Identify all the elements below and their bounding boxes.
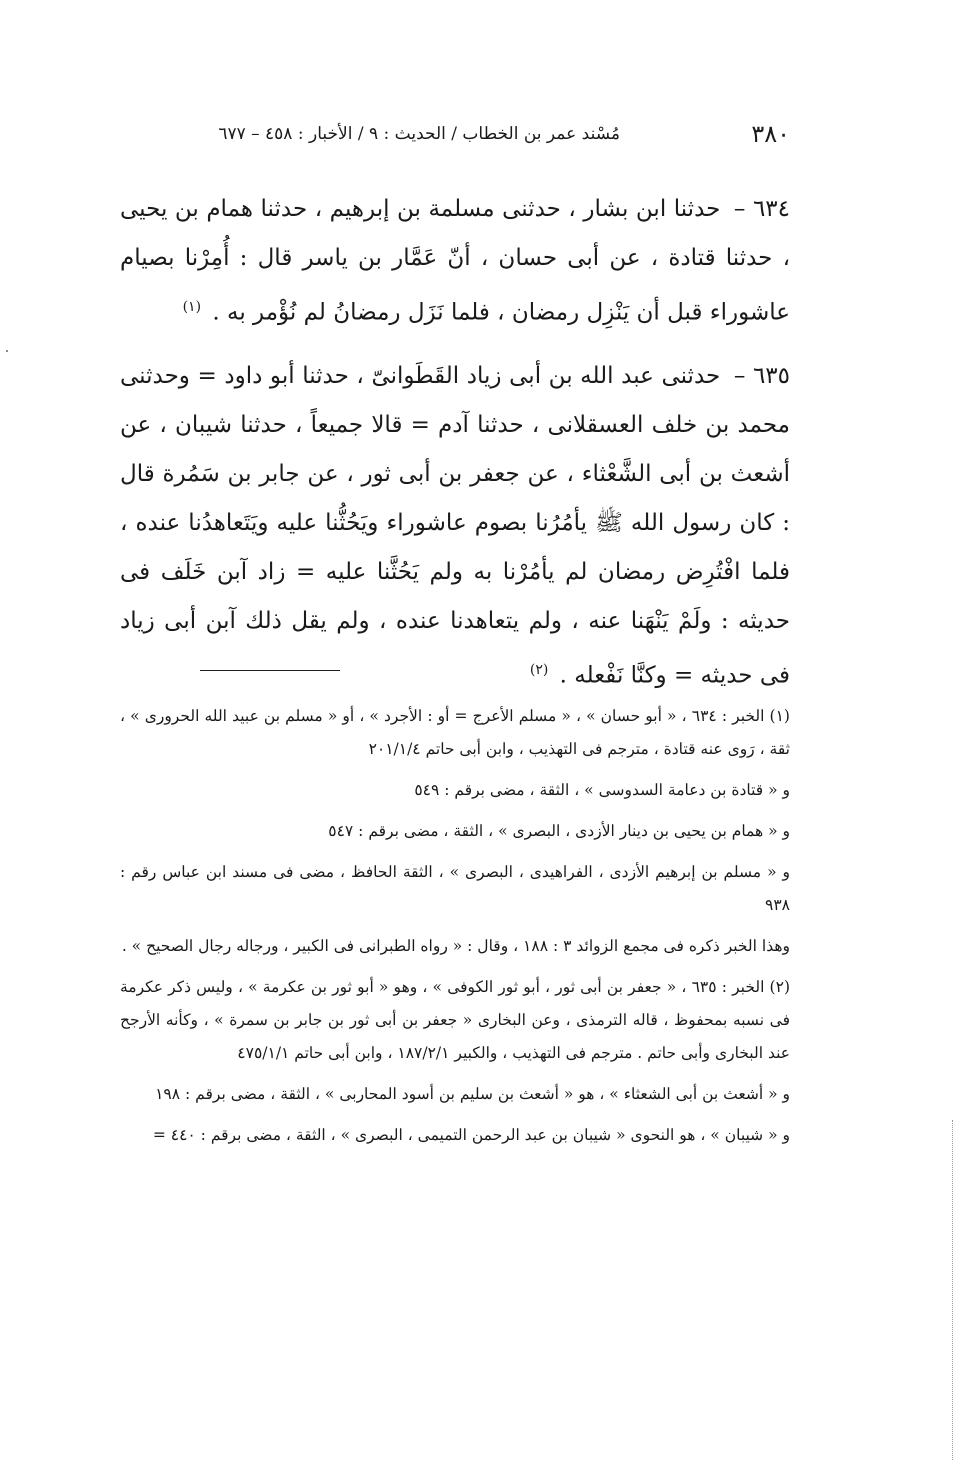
footnote-line: وهذا الخبر ذكره فى مجمع الزوائد ٣ : ١٨٨ ، وقال : « رواه الطبرانى فى الكبير ، ورجاله رجال الصحيح » . — [121, 937, 790, 955]
scan-speck — [6, 350, 8, 352]
hadith-text: حدثنى عبد الله بن أبى زياد القَطَوانىّ ، حدثنا أبو داود = وحدثنى محمد بن خلف العسقلانى ، حدثنا آدم = قالا جميعاً ، حدثنا شيبان ، عن أشعث بن أبى الشَّعْثاء ، عن جعفر بن أبى ثور ، عن جابر بن سَمُرة قال : كان رسول الله ﷺ يأمُرُنا بصوم عاشوراء ويَحُثُّنا عليه ويَتَعاهدُنا عنده ، فلما افْتُرِض رمضان لم يأمُرْنا به ولم يَحُثَّنا عليه = زاد آبن خَلَف فى حديثه : ولَمْ يَنْهَنا عنه ، ولم يتعاهدنا عنده ، ولم يقل ذلك آبن أبى زياد فى حديثه = وكنَّا نَفْعله . — [120, 362, 790, 689]
hadith-634 — [120, 185, 790, 338]
footnote-ref: (١) — [182, 299, 202, 315]
hadith-number: ٦٣٥ – — [733, 362, 790, 389]
footnote-line: و « همام بن يحيى بن دينار الأزدى ، البصرى » ، الثقة ، مضى برقم : ٥٤٧ — [328, 822, 790, 840]
main-text — [120, 185, 790, 714]
running-head — [120, 120, 790, 152]
footnote-1: (١) الخبر : ٦٣٤ ، « أبو حسان » ، « مسلم الأعرج = أو : الأجرد » ، أو « مسلم بن عبيد الله الحرورى » ، ثقة ، رَوى عنه قتادة ، مترجم فى التهذيب ، وابن أبى حاتم ٢٠١/١/٤ — [120, 707, 790, 758]
footnote-divider — [200, 670, 340, 671]
page-number: ٣٨٠ — [751, 120, 790, 148]
hadith-number: ٦٣٤ – — [733, 196, 790, 222]
footnote-ref: (٢) — [529, 661, 549, 678]
footnote-line: و « مسلم بن إبرهيم الأزدى ، الفراهيدى ، البصرى » ، الثقة الحافظ ، مضى فى مسند ابن عباس رقم : ٩٣٨ — [120, 863, 790, 914]
hadith-635 — [120, 352, 790, 701]
hadith-text: حدثنا ابن بشار ، حدثنى مسلمة بن إبرهيم ، حدثنا همام بن يحيى ، حدثنا قتادة ، عن أبى حسان ، أنّ عَمَّار بن ياسر قال : أُمِرْنا بصيام عاشوراء قبل أن يَنْزِل رمضان ، فلما نَزَل رمضانُ لم نُؤْمر به . — [120, 196, 790, 326]
footnote-2: (٢) الخبر : ٦٣٥ ، « جعفر بن أبى ثور ، أبو ثور الكوفى » ، وهو « أبو ثور بن عكرمة » ، وليس ذكر عكرمة فى نسبه بمحفوظ ، قاله الترمذى ، وعن البخارى « جعفر بن أبى ثور بن جابر بن سمرة » ، وكأنه الأرجح عند البخارى وأبى حاتم . مترجم فى التهذيب ، والكبير ١٨٧/٢/١ ، وابن أبى حاتم ٤٧٥/١/١ — [120, 978, 790, 1062]
footnote-line: و « أشعث بن أبى الشعثاء » ، هو « أشعث بن سليم بن أسود المحاربى » ، الثقة ، مضى برقم : ١٩٨ — [155, 1085, 790, 1103]
footnotes — [120, 700, 790, 1160]
footnote-line: و « شيبان » ، هو النحوى « شيبان بن عبد الرحمن التميمى ، البصرى » ، الثقة ، مضى برقم : ٤٤٠ = — [152, 1126, 790, 1144]
running-title: مُسْند عمر بن الخطاب / الحديث : ٩ / الأخبار : ٤٥٨ – ٦٧٧ — [218, 124, 620, 144]
scan-margin-mark — [950, 1120, 953, 1460]
footnote-line: و « قتادة بن دعامة السدوسى » ، الثقة ، مضى برقم : ٥٤٩ — [414, 781, 790, 799]
